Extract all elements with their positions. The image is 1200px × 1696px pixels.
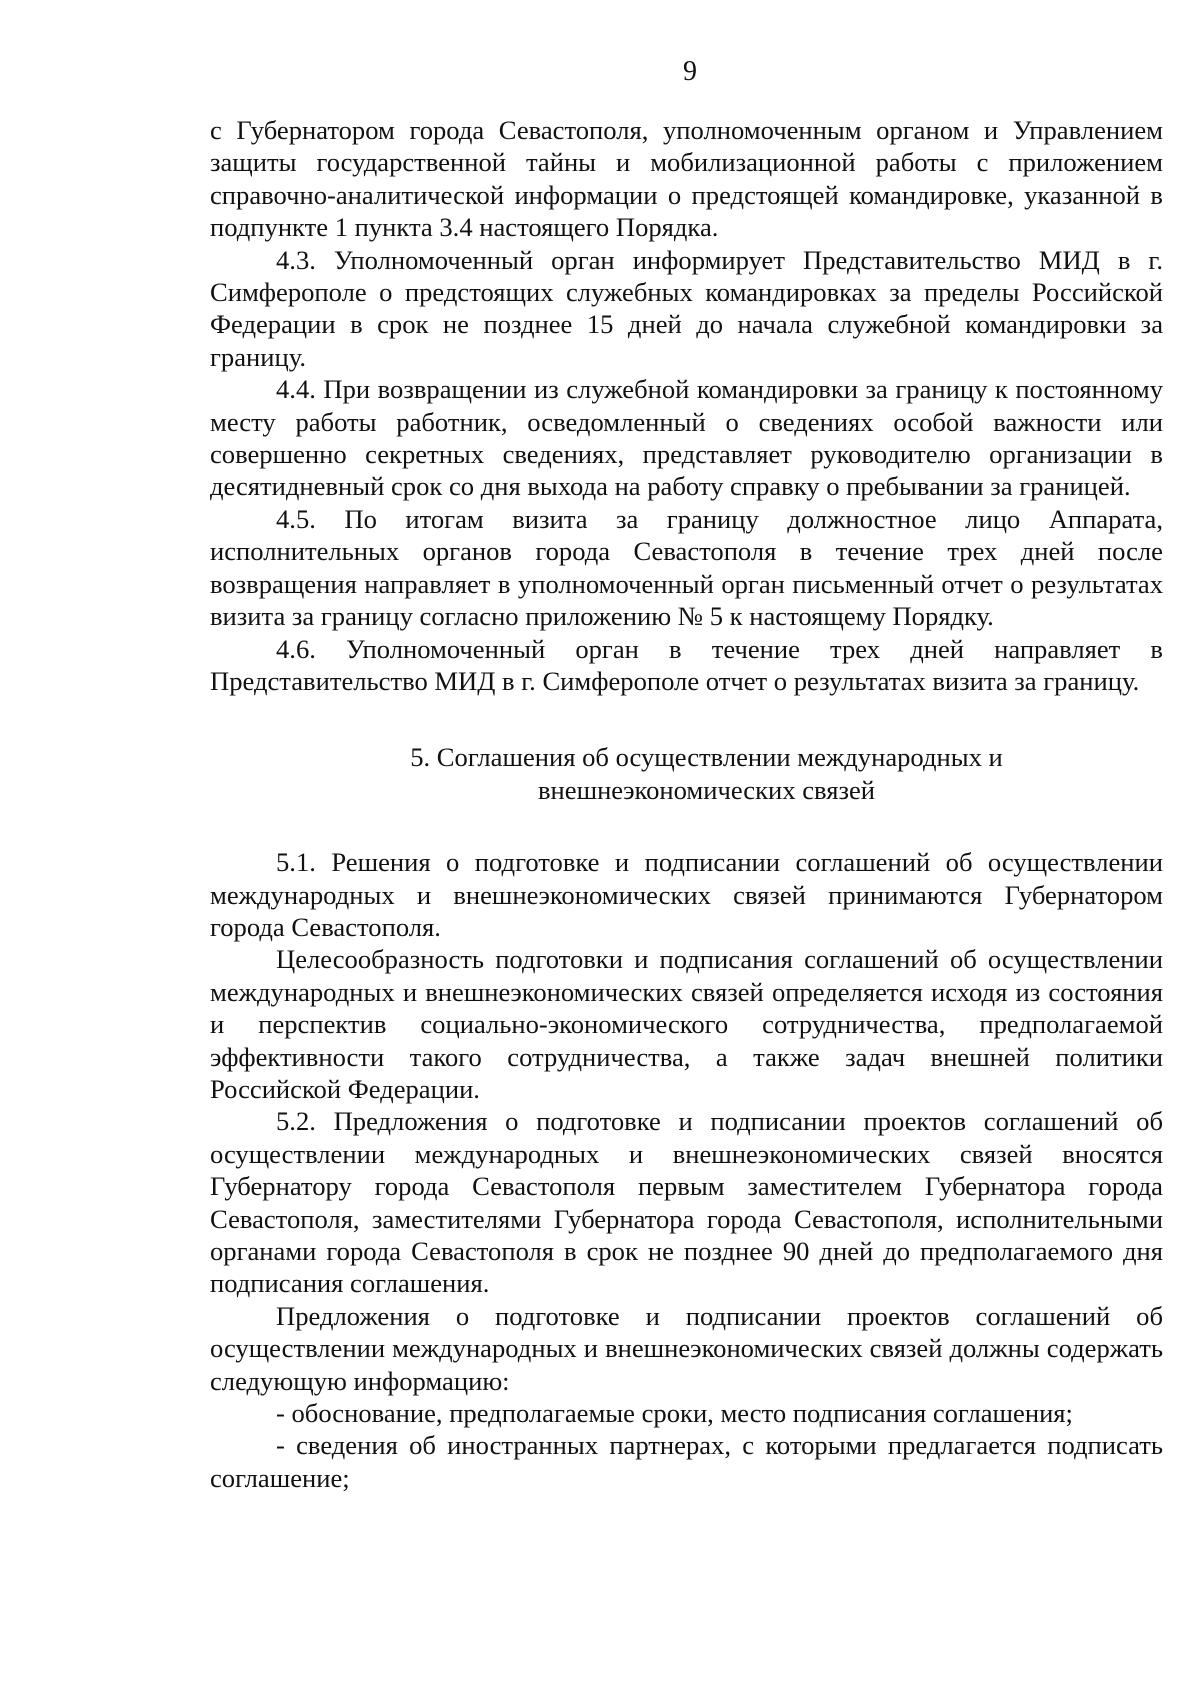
paragraph-4-5: 4.5. По итогам визита за границу должностное лицо Аппарата, исполнительных органов города Севастополя в течение трех дней после возвращения направляет в уполномоченный орган письменный отчет о результатах визита за границу согласно приложению № 5 к настоящему Порядку. — [210, 503, 1163, 632]
paragraph-expediency: Целесообразность подготовки и подписания соглашений об осуществлении международных и внешнеэкономических связей определяется исходя из состояния и перспектив социально-экономического сотрудничества, предполагаемой эффективности такого сотрудничества, а также задач внешней политики Российской Федерации. — [210, 944, 1163, 1104]
paragraph-proposals-content: Предложения о подготовке и подписании проектов соглашений об осуществлении международных и внешнеэкономических связей должны содержать следующую информацию: — [210, 1300, 1163, 1396]
section-heading — [210, 741, 1163, 806]
paragraph-4-3: 4.3. Уполномоченный орган информирует Представительство МИД в г. Симферополе о предстоящих служебных командировках за пределы Российской Федерации в срок не позднее 15 дней до начала служебной командировки за границу. — [210, 244, 1163, 372]
paragraph-4-6: 4.6. Уполномоченный орган в течение трех дней направляет в Представительство МИД в г. Симферополе отчет о результатах визита за границу. — [210, 633, 1163, 696]
section-heading-line-1: 5. Соглашения об осуществлении международных и — [410, 742, 1003, 773]
list-item-justification: - обоснование, предполагаемые сроки, место подписания соглашения; — [276, 1398, 1073, 1429]
page-number: 9 — [683, 56, 697, 87]
section-heading-line-2: внешнеэкономических связей — [538, 774, 875, 805]
list-item-foreign-partners: - сведения об иностранных партнерах, с которыми предлагается подписать соглашение; — [210, 1430, 1163, 1493]
paragraph-5-2: 5.2. Предложения о подготовке и подписании проектов соглашений об осуществлении международных и внешнеэкономических связей вносятся Губернатору города Севастополя первым заместителем Губернатора города Севастополя, заместителями Губернатора города Севастополя, исполнительными органами города Севастополя в срок не позднее 90 дней до предполагаемого дня подписания соглашения. — [210, 1106, 1163, 1299]
paragraph-continuation: с Губернатором города Севастополя, уполномоченным органом и Управлением защиты государственной тайны и мобилизационной работы с приложением справочно-аналитической информации о предстоящей командировке, указанной в подпункте 1 пункта 3.4 настоящего Порядка. — [210, 115, 1163, 243]
paragraph-5-1: 5.1. Решения о подготовке и подписании соглашений об осуществлении международных и внешнеэкономических связей принимаются Губернатором города Севастополя. — [210, 847, 1163, 942]
paragraph-4-4: 4.4. При возвращении из служебной командировки за границу к постоянному месту работы работник, осведомленный о сведениях особой важности или совершенно секретных сведениях, представляет руководителю организации в десятидневный срок со дня выхода на работу справку о пребывании за границей. — [210, 374, 1163, 502]
document-body — [210, 114, 1163, 1494]
